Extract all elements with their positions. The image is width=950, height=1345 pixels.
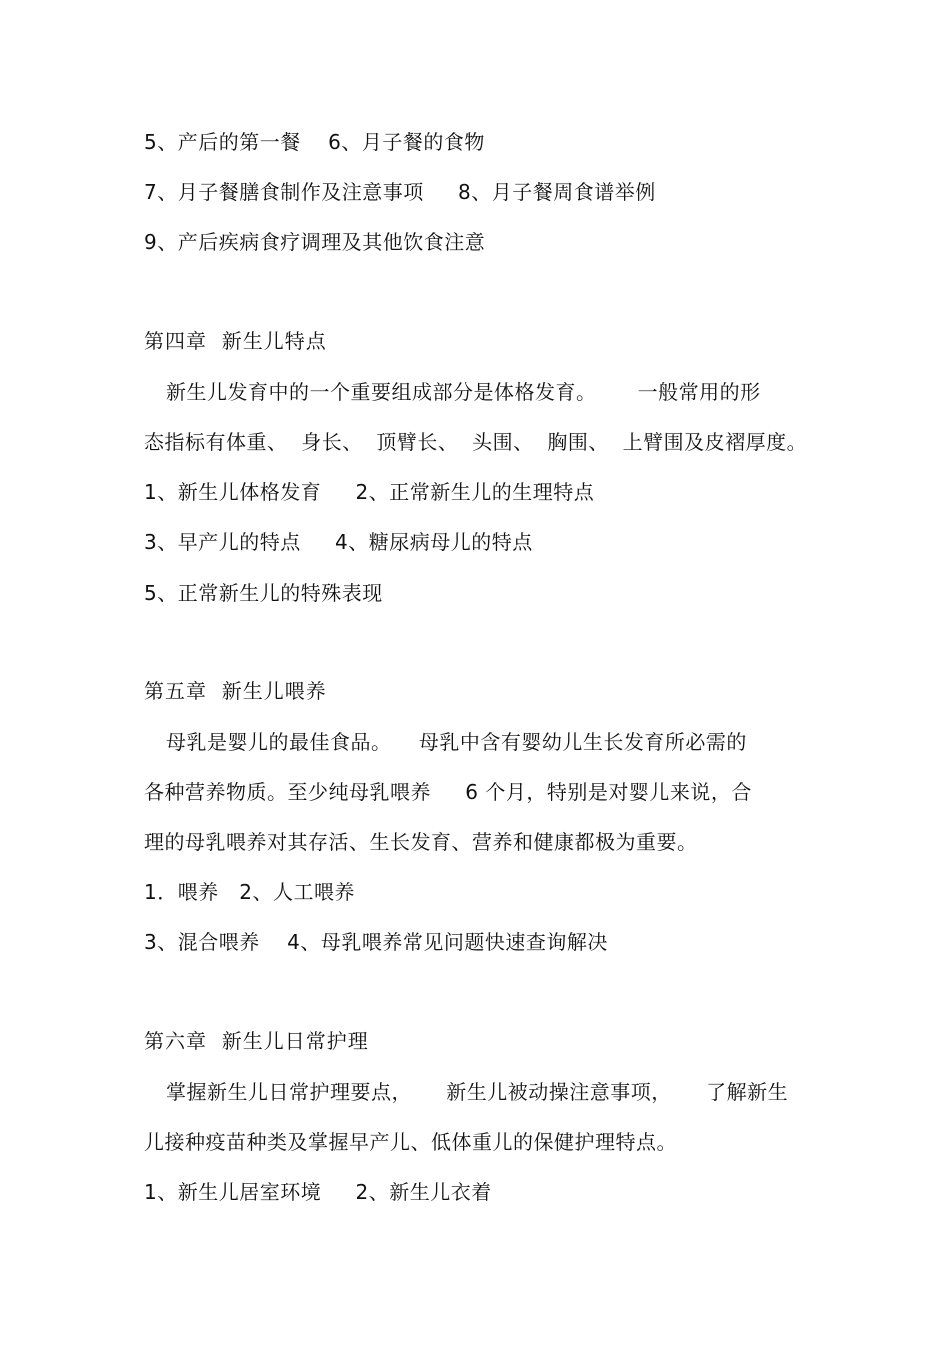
- chapter-4-paragraph-line: 新生儿发育中的一个重要组成部分是体格发育。 一般常用的形: [166, 380, 761, 404]
- chapter-5-paragraph-line: 母乳是婴儿的最佳食品。 母乳中含有婴幼儿生长发育所必需的: [166, 730, 747, 754]
- chapter-4-title: 第四章 新生儿特点: [144, 329, 327, 353]
- chapter-5-paragraph-line: 各种营养物质。至少纯母乳喂养 6 个月，特别是对婴儿来说，合: [144, 780, 752, 804]
- list-item: 1、新生儿居室环境 2、新生儿衣着: [144, 1180, 492, 1204]
- list-item: 7、月子餐膳食制作及注意事项 8、月子餐周食谱举例: [144, 180, 656, 204]
- list-item: 3、早产儿的特点 4、糖尿病母儿的特点: [144, 530, 533, 554]
- chapter-5-title: 第五章 新生儿喂养: [144, 679, 327, 703]
- chapter-5-paragraph-line: 理的母乳喂养对其存活、生长发育、营养和健康都极为重要。: [144, 830, 698, 854]
- chapter-6-paragraph-line: 儿接种疫苗种类及掌握早产儿、低体重儿的保健护理特点。: [144, 1130, 677, 1154]
- list-item: 5、正常新生儿的特殊表现: [144, 581, 383, 605]
- list-item: 3、混合喂养 4、母乳喂养常见问题快速查询解决: [144, 930, 608, 954]
- list-item: 9、产后疾病食疗调理及其他饮食注意: [144, 230, 486, 254]
- chapter-6-title: 第六章 新生儿日常护理: [144, 1029, 369, 1053]
- chapter-4-paragraph-line: 态指标有体重、 身长、 顶臂长、 头围、 胸围、 上臂围及皮褶厚度。: [144, 430, 808, 454]
- list-item: 1．喂养 2、人工喂养: [144, 880, 356, 904]
- list-item: 5、产后的第一餐 6、月子餐的食物: [144, 130, 485, 154]
- chapter-6-paragraph-line: 掌握新生儿日常护理要点， 新生儿被动操注意事项， 了解新生: [166, 1080, 789, 1104]
- list-item: 1、新生儿体格发育 2、正常新生儿的生理特点: [144, 480, 595, 504]
